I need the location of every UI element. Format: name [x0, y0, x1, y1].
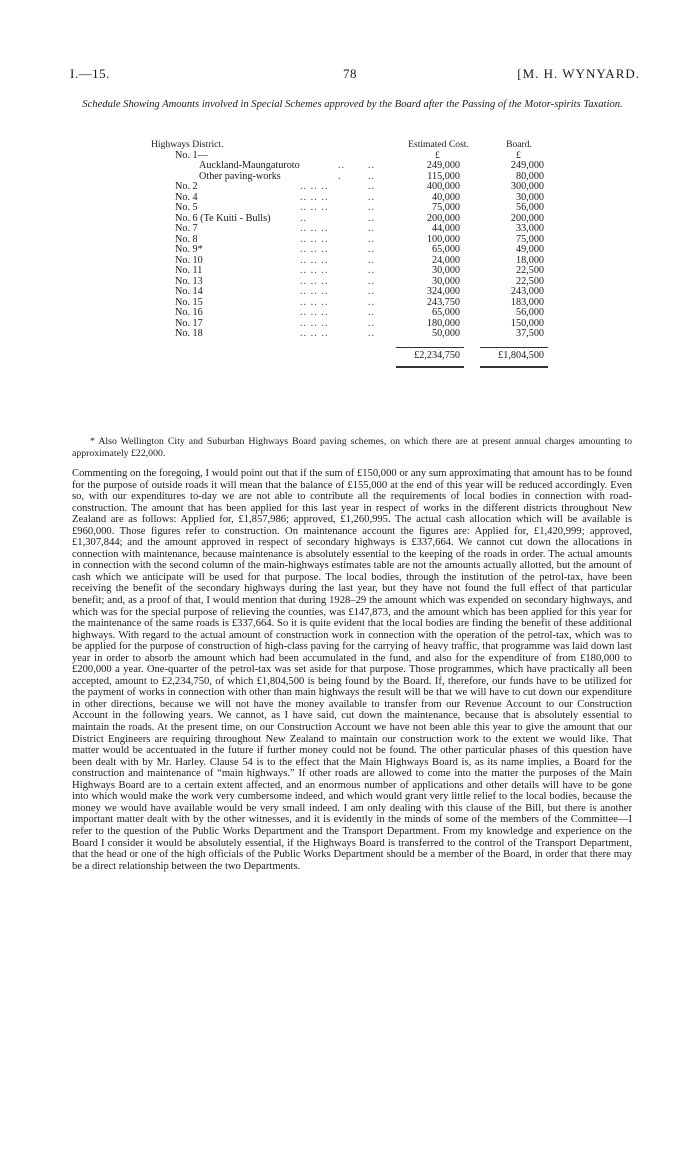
leader-dots: [240, 214, 382, 224]
estimated-cost: 180,000: [426, 317, 460, 329]
leader-dots: [240, 277, 382, 287]
leader-dots-inner: .. .. ..: [300, 244, 329, 255]
district-name: No. 8: [175, 233, 198, 245]
board-amount: 249,000: [510, 160, 544, 171]
total-estimated-cost: £2,234,750: [414, 350, 460, 361]
leader-dots: [240, 161, 382, 171]
table-row: [0, 256, 700, 267]
leader-dots: [240, 319, 382, 329]
board-amount: 22,500: [515, 275, 544, 287]
table-row: [0, 235, 700, 246]
leader-dots-lead: ..: [368, 286, 376, 297]
schedule-title: Schedule Showing Amounts involved in Special Schemes approved by the Board after the Passing of the Motor-spirits Taxation.: [82, 99, 623, 110]
page-number: 78: [343, 66, 357, 81]
leader-dots-lead: ..: [368, 223, 376, 234]
leader-dots: [240, 266, 382, 276]
leader-dots: [240, 329, 382, 339]
district-name: No. 18: [175, 328, 203, 339]
leader-dots-lead: ..: [368, 233, 376, 245]
board-amount: 183,000: [510, 296, 544, 308]
board-amount: 300,000: [510, 181, 544, 192]
total-rule-board: [480, 347, 548, 348]
table-header-row: [0, 140, 700, 151]
table-footnote: * Also Wellington City and Suburban Highways Board paving schemes, on which there are at present annual charges amounting to approximately £22,000.: [72, 436, 632, 459]
group-label: No. 1—: [175, 149, 208, 161]
total-double-rule-board: [480, 366, 548, 368]
leader-dots-inner: .. .. ..: [300, 317, 329, 329]
board-amount: 18,000: [515, 254, 544, 266]
total-board: £1,804,500: [498, 350, 544, 361]
leader-dots-inner: .. .. ..: [300, 307, 329, 318]
total-double-rule-cost: [396, 366, 464, 368]
leader-dots-lead: ..: [368, 244, 376, 255]
board-amount: 200,000: [510, 212, 544, 224]
leader-dots: [240, 235, 382, 245]
board-amount: 30,000: [515, 191, 544, 203]
district-name: No. 4: [175, 191, 198, 203]
district-name: No. 15: [175, 296, 203, 308]
board-amount: 22,500: [515, 265, 544, 276]
district-name: No. 13: [175, 275, 203, 287]
district-name: Other paving-works: [199, 170, 281, 182]
board-amount: 56,000: [515, 202, 544, 213]
table-row: [0, 298, 700, 309]
estimated-cost: 243,750: [426, 296, 460, 308]
board-amount: 75,000: [515, 233, 544, 245]
district-name: No. 7: [175, 223, 198, 234]
estimated-cost: 75,000: [431, 202, 460, 213]
estimated-cost: 30,000: [431, 265, 460, 276]
district-name: No. 10: [175, 254, 203, 266]
estimated-cost: 40,000: [431, 191, 460, 203]
total-row: [0, 351, 700, 362]
unit-row: [0, 151, 700, 162]
leader-dots-inner: .. .. ..: [300, 191, 329, 203]
leader-dots-lead: ..: [368, 254, 376, 266]
district-name: No. 5: [175, 202, 198, 213]
leader-dots-inner: .. .. ..: [300, 202, 329, 213]
leader-dots: [240, 308, 382, 318]
board-amount: 243,000: [510, 286, 544, 297]
estimated-cost: 50,000: [431, 328, 460, 339]
body-text: [72, 468, 632, 872]
district-name: No. 16: [175, 307, 203, 318]
leader-dots-inner: .. .. ..: [300, 328, 329, 339]
leader-dots-inner: .. .. ..: [300, 275, 329, 287]
district-name: No. 17: [175, 317, 203, 329]
table-row: [0, 329, 700, 340]
leader-dots: [240, 287, 382, 297]
leader-dots-inner: .. .. ..: [300, 286, 329, 297]
estimated-cost: 200,000: [426, 212, 460, 224]
district-name: No. 14: [175, 286, 203, 297]
board-amount: 49,000: [515, 244, 544, 255]
schedule-table: [0, 139, 700, 361]
district-name: No. 6 (Te Kuiti - Bulls): [175, 212, 271, 224]
table-row: [0, 287, 700, 298]
leader-dots-inner: .. .. ..: [300, 181, 329, 192]
witness-name: [M. H. WYNYARD.: [517, 66, 640, 81]
leader-dots-inner: ..: [300, 212, 308, 224]
table-row: [0, 266, 700, 277]
district-name: No. 2: [175, 181, 198, 192]
estimated-cost: 115,000: [427, 170, 460, 182]
unit-board: £: [516, 149, 521, 161]
leader-dots-lead: ..: [368, 328, 376, 339]
table-row: [0, 214, 700, 225]
table-row: [0, 172, 700, 183]
estimated-cost: 44,000: [431, 223, 460, 234]
leader-dots-inner: .. .. ..: [300, 265, 329, 276]
body-paragraph: Commenting on the foregoing, I would point out that if the sum of £150,000 or any sum approximating that amount has to be found for the purpose of outside roads it will mean that the balance of £155,000 at the end of this year will be reduced accordingly. Even so, with our expenditures to-day we are not able to contribute all the requirements of local bodies in connection with road-construction. The amount that has been applied for this last year in respect of works in the different districts throughout New Zealand are as follows: Applied for, £1,857,986; approved, £1,260,995. The actual cash allocation which will be available is £960,000. Those figures refer to construction. On maintenance account the figures are: Applied for, £1,420,999; approved, £1,307,844; and the amount approved in respect of secondary highways is £337,664. We cannot cut down the allocations in connection with maintenance, because maintenance is absolutely essential to the keeping of the roads in order. The actual amounts in connection with the second column of the main-highways estimates table are not the amounts actually allotted, but the amount of cash which we anticipate will be used for that purpose. The local bodies, through the institution of the petrol-tax, have been receiving the benefit of the secondary highways during the last year, but they have not found the full effect of that particular benefit; and, as a proof of that, I would mention that during 1928–29 the amount which was expended on secondary highways, and which was for the special purpose of relieving the counties, was £147,873, and the amount which has been applied for this year for the maintenance of the same roads is £337,664. So it is quite evident that the local bodies are finding the benefit of these additional highways. With regard to the actual amount of construction work in connection with the operation of the petrol-tax, which was to be applied for the purpose of construction of high-class paving for the carrying of heavy traffic, that programme was laid down last year in order to absorb the amount which had been accumulated in the fund, and also for the expenditure of from £180,000 to £200,000 a year. One-quarter of the petrol-tax was set aside for that purpose. Those programmes, which have practically all been accepted, amount to £2,234,750, of which £1,804,500 is being found by the Board. If, therefore, our funds have to be utilized for the payment of works in connection with other than main highways the result will be that we will have to cut down our expenditure in other directions, because we will not have the money available to transfer from our Revenue Account to our Construction Account in the following years. We cannot, as I have said, cut down the maintenance, because that is absolutely essential to maintain the roads. At the present time, on our Construction Account we have not been able this year to give the amount that our District Engineers are requiring throughout New Zealand to maintain our construction work to the extent we would like. That matter would be accentuated in the future if further money could not be found. The other particular phases of this question have been dealt with by Mr. Harley. Clause 54 is to the effect that the Main Highways Board is, as its name implies, a Board for the construction and maintenance of “main highways.” If other roads are allowed to come into the matter the purposes of the Main Highways Board are to a certain extent affected, and an enormous number of applications and other details will have to be gone into which would make the work very cumbersome indeed, and which would grant very little relief to the local bodies, because the money we would have available would be very small indeed. I am only dealing with this clause of the Bill, but there is another important matter dealt with by the other witnesses, and it is evidently in the minds of some of the members of the Committee—I refer to the question of the Public Works Department and the Transport Department. From my knowledge and experience on the Board I consider it would be absolutely essential, if the Highways Board is transferred to the control of the Transport Department, that the head or one of the high officials of the Public Works Department should be a member of the Board, in order that there may be a direct relationship between the two Departments.: [72, 468, 632, 872]
leader-dots-inner: ..: [338, 160, 346, 171]
board-amount: 150,000: [510, 317, 544, 329]
leader-dots-lead: ..: [368, 275, 376, 287]
table-row: [0, 224, 700, 235]
table-row: [0, 182, 700, 193]
table-row: [0, 245, 700, 256]
header-estimated-cost: Estimated Cost.: [408, 139, 469, 150]
table-row: [0, 193, 700, 204]
estimated-cost: 324,000: [426, 286, 460, 297]
leader-dots-lead: ..: [368, 191, 376, 203]
table-row: [0, 319, 700, 330]
table-row: [0, 308, 700, 319]
estimated-cost: 24,000: [431, 254, 460, 266]
board-amount: 80,000: [515, 170, 544, 182]
leader-dots-lead: ..: [368, 212, 376, 224]
leader-dots: [240, 203, 382, 213]
estimated-cost: 65,000: [431, 307, 460, 318]
district-name: Auckland-Maungaturoto: [199, 160, 300, 171]
leader-dots-lead: ..: [368, 202, 376, 213]
table-row: [0, 203, 700, 214]
board-amount: 37,500: [515, 328, 544, 339]
district-name: No. 9*: [175, 244, 203, 255]
table-row: [0, 277, 700, 288]
leader-dots: [240, 193, 382, 203]
leader-dots: [240, 182, 382, 192]
leader-dots-inner: .. .. ..: [300, 233, 329, 245]
leader-dots-inner: .. .. ..: [300, 254, 329, 266]
total-rule-cost: [396, 347, 464, 348]
leader-dots: [240, 172, 382, 182]
leader-dots-lead: ..: [368, 317, 376, 329]
leader-dots-lead: ..: [368, 296, 376, 308]
header-district: Highways District.: [151, 139, 224, 150]
leader-dots: [240, 224, 382, 234]
header-board: Board.: [506, 139, 532, 150]
unit-cost: £: [435, 149, 440, 161]
board-amount: 33,000: [515, 223, 544, 234]
estimated-cost: 249,000: [426, 160, 460, 171]
estimated-cost: 400,000: [426, 181, 460, 192]
table-row: [0, 161, 700, 172]
leader-dots-lead: ..: [368, 181, 376, 192]
board-amount: 56,000: [515, 307, 544, 318]
leader-dots-inner: .. .. ..: [300, 296, 329, 308]
leader-dots-inner: .. .. ..: [300, 223, 329, 234]
document-reference: I.—15.: [70, 66, 110, 81]
estimated-cost: 65,000: [431, 244, 460, 255]
estimated-cost: 30,000: [431, 275, 460, 287]
leader-dots-lead: ..: [368, 307, 376, 318]
leader-dots-lead: ..: [368, 265, 376, 276]
leader-dots-lead: ..: [368, 160, 376, 171]
leader-dots: [240, 298, 382, 308]
leader-dots-inner: .: [338, 170, 342, 182]
leader-dots-lead: ..: [368, 170, 376, 182]
leader-dots: [240, 256, 382, 266]
district-name: No. 11: [175, 265, 203, 276]
leader-dots: [240, 245, 382, 255]
table-body: [0, 161, 700, 340]
estimated-cost: 100,000: [426, 233, 460, 245]
